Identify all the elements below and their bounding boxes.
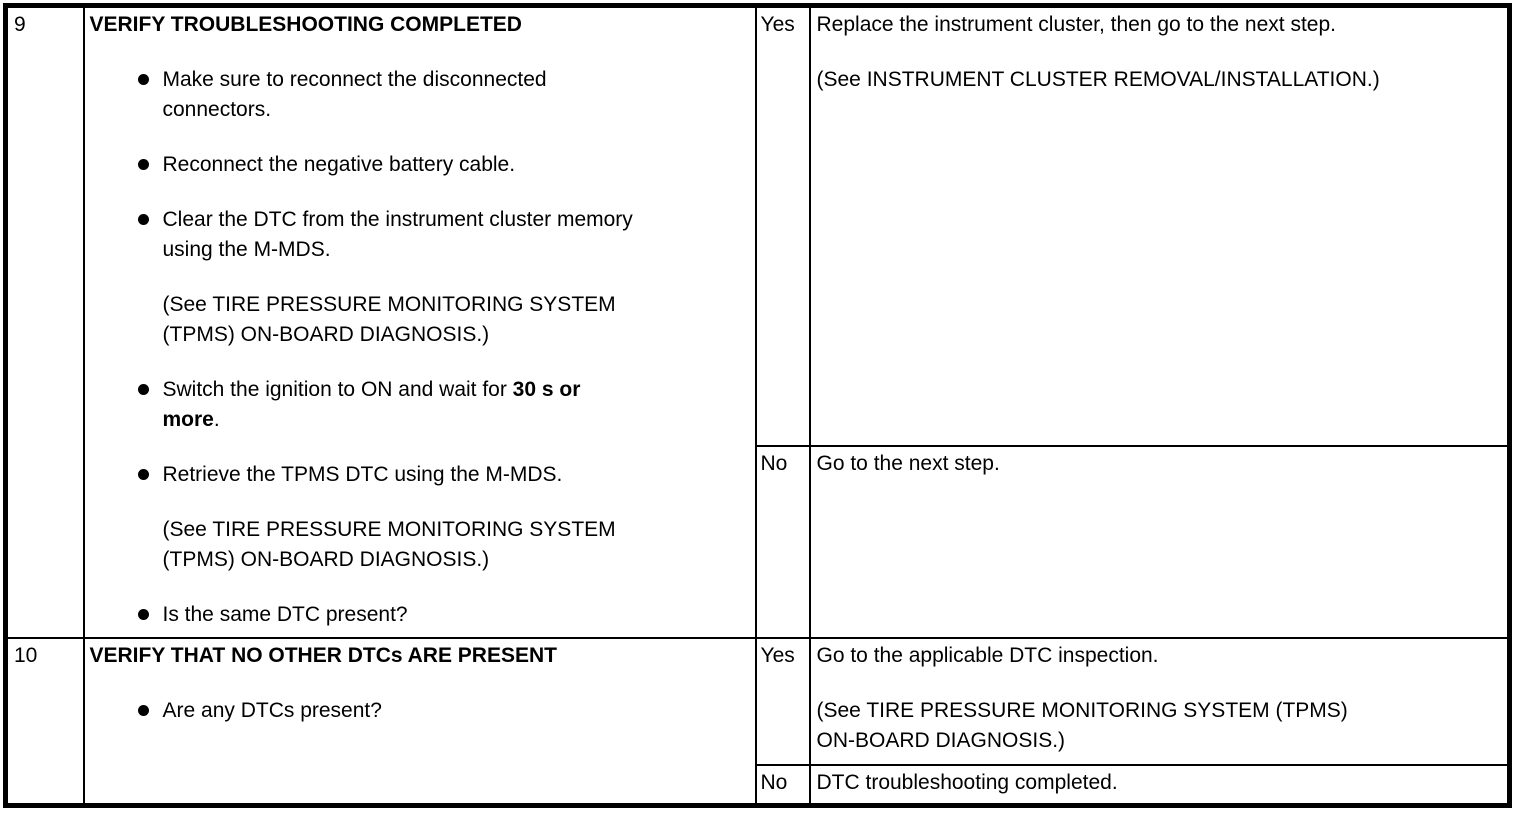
action-cell-step-9	[84, 6, 756, 638]
text-line: Are any DTCs present?	[162, 698, 382, 722]
bullet-icon	[138, 159, 149, 170]
bullet-icon	[138, 214, 149, 225]
bullet-item	[90, 460, 749, 575]
text-segment: Switch the ignition to ON and wait for	[162, 378, 513, 401]
answer-yes-step-9: Yes	[756, 6, 810, 446]
action-title: VERIFY THAT NO OTHER DTCs ARE PRESENT	[89, 643, 557, 667]
bullet-icon	[138, 384, 149, 395]
text-line: (See TIRE PRESSURE MONITORING SYSTEM	[162, 518, 616, 541]
text-segment: .	[213, 408, 220, 431]
text-line: Is the same DTC present?	[162, 603, 408, 626]
text-line: (TPMS) ON-BOARD DIAGNOSIS.)	[162, 323, 490, 346]
bullet-text	[163, 150, 516, 180]
text-line: (See TIRE PRESSURE MONITORING SYSTEM	[162, 293, 616, 316]
step-number-9: 9	[6, 6, 84, 638]
text-line: Retrieve the TPMS DTC using the M-MDS.	[162, 463, 563, 486]
bullet-item	[90, 696, 749, 726]
bullet-text	[163, 696, 382, 726]
text-line	[163, 405, 581, 435]
table-row	[6, 638, 1510, 765]
text-line: connectors.	[162, 98, 272, 121]
bullet-item	[90, 600, 749, 630]
result-no-step-10	[810, 765, 1510, 806]
text-line: Go to the next step.	[816, 451, 1000, 475]
see-reference-note	[163, 290, 633, 350]
result-no-step-9	[810, 446, 1510, 638]
troubleshooting-table	[3, 3, 1512, 808]
action-cell-step-10	[84, 638, 756, 806]
bullet-item	[90, 65, 749, 125]
bullet-text	[163, 375, 581, 435]
text-line: Reconnect the negative battery cable.	[162, 153, 516, 176]
answer-no-step-10: No	[756, 765, 810, 806]
see-reference-note	[817, 65, 1504, 95]
bullet-item	[90, 150, 749, 180]
step-number-10: 10	[6, 638, 84, 806]
text-line: ON-BOARD DIAGNOSIS.)	[816, 728, 1066, 752]
bullet-text	[163, 65, 547, 125]
text-line: Replace the instrument cluster, then go to the next step.	[816, 13, 1336, 36]
action-title: VERIFY TROUBLESHOOTING COMPLETED	[89, 13, 522, 36]
text-line	[163, 375, 581, 405]
bullet-item	[90, 375, 749, 435]
bold-text-segment: 30 s or	[512, 378, 581, 401]
bullet-text	[163, 205, 633, 350]
bold-text-segment: more	[162, 408, 214, 431]
result-yes-step-10	[810, 638, 1510, 765]
bullet-icon	[138, 74, 149, 85]
see-reference-note	[817, 696, 1504, 756]
text-line: (See TIRE PRESSURE MONITORING SYSTEM (TPMS)	[816, 698, 1348, 722]
bullet-icon	[138, 705, 149, 716]
bullet-icon	[138, 609, 149, 620]
bullet-text	[163, 600, 408, 630]
answer-yes-step-10: Yes	[756, 638, 810, 765]
bullet-item	[90, 205, 749, 350]
text-line: Go to the applicable DTC inspection.	[816, 643, 1159, 667]
text-line: (See INSTRUMENT CLUSTER REMOVAL/INSTALLATION.)	[816, 68, 1380, 91]
table-row	[6, 6, 1510, 446]
result-yes-step-9	[810, 6, 1510, 446]
text-line: (TPMS) ON-BOARD DIAGNOSIS.)	[162, 548, 490, 571]
see-reference-note	[163, 515, 616, 575]
text-line: DTC troubleshooting completed.	[816, 770, 1118, 794]
text-line: Clear the DTC from the instrument cluster memory	[162, 208, 633, 231]
text-line: using the M-MDS.	[162, 238, 331, 261]
answer-no-step-9: No	[756, 446, 810, 638]
bullet-text	[163, 460, 616, 575]
bullet-icon	[138, 469, 149, 480]
text-line: Make sure to reconnect the disconnected	[162, 68, 547, 91]
